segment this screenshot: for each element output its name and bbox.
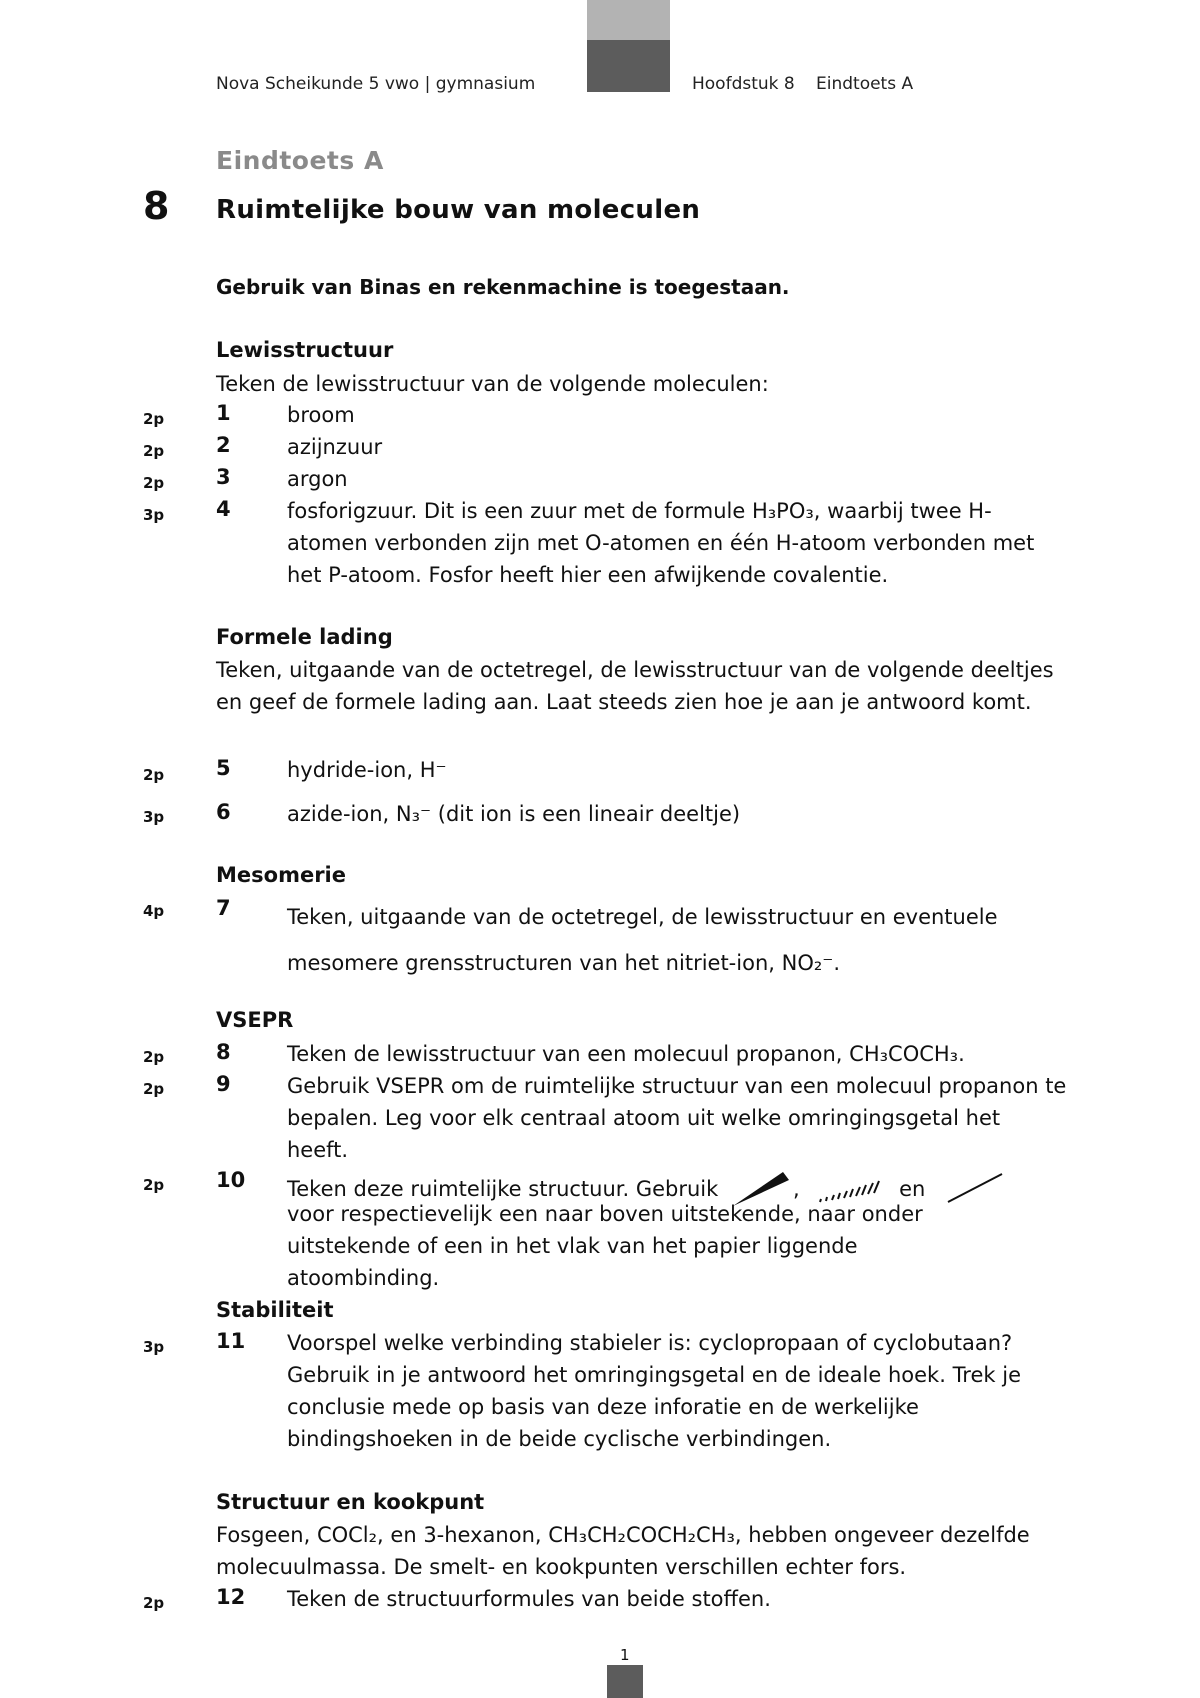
section-intro-lewis: Teken de lewisstructuur van de volgende moleculen: xyxy=(216,372,769,396)
question-text: Voorspel welke verbinding stabieler is: cyclopropaan of cyclobutaan? Gebruik in je antwoord het omringingsgetal en de ideale hoek. Trek je conclusie mede op basis van deze inforatie en de werkelijke bindingshoeken in de beide cyclische verbindingen. xyxy=(287,1331,1021,1451)
section-heading-lewis: Lewisstructuur xyxy=(216,338,394,362)
section-heading-stabiliteit: Stabiliteit xyxy=(216,1298,334,1322)
question-points: 2p xyxy=(143,474,165,492)
question-number: 10 xyxy=(216,1168,246,1192)
footer-tab xyxy=(607,1665,643,1698)
question-text: Teken, uitgaande van de octetregel, de lewisstructuur en eventuele mesomere grensstructuren van het nitriet-ion, NO₂⁻. xyxy=(287,905,998,975)
section-heading-mesomerie: Mesomerie xyxy=(216,863,346,887)
question-text: fosforigzuur. Dit is een zuur met de formule H₃PO₃, waarbij twee H-atomen verbonden zijn met O-atomen en één H-atoom verbonden met het P-atoom. Fosfor heeft hier een afwijkende covalentie. xyxy=(287,499,1035,587)
question-points: 2p xyxy=(143,1080,165,1098)
instructions-note: Gebruik van Binas en rekenmachine is toegestaan. xyxy=(216,275,790,299)
section-intro-kookpunt: Fosgeen, COCl₂, en 3-hexanon, CH₃CH₂COCH₂CH₃, hebben ongeveer dezelfde molecuulmassa. De smelt- en kookpunten verschillen echter fors. xyxy=(216,1523,1030,1579)
question-number: 3 xyxy=(216,465,231,489)
question-points: 3p xyxy=(143,506,165,524)
header-test-name: Eindtoets A xyxy=(816,74,914,94)
question-number: 4 xyxy=(216,497,231,521)
question-number: 2 xyxy=(216,433,231,457)
header-book-title: Nova Scheikunde 5 vwo | gymnasium xyxy=(216,74,536,94)
section-heading-kookpunt: Structuur en kookpunt xyxy=(216,1490,485,1514)
question-text: argon xyxy=(287,467,348,491)
question-points: 2p xyxy=(143,442,165,460)
question-number: 6 xyxy=(216,800,231,824)
question-number: 5 xyxy=(216,756,231,780)
question-number: 7 xyxy=(216,896,231,920)
question-points: 2p xyxy=(143,1176,165,1194)
question-number: 8 xyxy=(216,1040,231,1064)
question-text: Gebruik VSEPR om de ruimtelijke structuur van een molecuul propanon te bepalen. Leg voor elk centraal atoom uit welke omringingsgetal het heeft. xyxy=(287,1074,1067,1162)
header-chapter: Hoofdstuk 8 xyxy=(692,74,795,94)
question-points: 2p xyxy=(143,410,165,428)
question-points: 3p xyxy=(143,808,165,826)
section-heading-formele: Formele lading xyxy=(216,625,393,649)
question-points: 2p xyxy=(143,766,165,784)
question-text: azijnzuur xyxy=(287,435,383,459)
question-points: 4p xyxy=(143,902,165,920)
section-heading-vsepr: VSEPR xyxy=(216,1008,294,1032)
question-text: azide-ion, N₃⁻ (dit ion is een lineair deeltje) xyxy=(287,802,741,826)
question-text: Teken de structuurformules van beide stoffen. xyxy=(287,1587,771,1611)
bond-separator: , xyxy=(793,1177,800,1201)
question-number: 12 xyxy=(216,1585,246,1609)
question-number: 1 xyxy=(216,401,231,425)
chapter-number: 8 xyxy=(143,184,170,228)
question-text: Teken deze ruimtelijke structuur. Gebruik xyxy=(287,1177,719,1201)
header-tab-light xyxy=(587,0,670,40)
question-text-continued: voor respectievelijk een naar boven uitstekende, naar onder uitstekende of een in het vlak van het papier liggende atoombinding. xyxy=(287,1202,923,1290)
question-text: hydride-ion, H⁻ xyxy=(287,758,447,782)
question-points: 2p xyxy=(143,1048,165,1066)
header-tab-dark xyxy=(587,40,670,92)
bond-conjunction: en xyxy=(899,1177,926,1201)
section-intro-formele: Teken, uitgaande van de octetregel, de lewisstructuur van de volgende deeltjes en geef de formele lading aan. Laat steeds zien hoe je aan je antwoord komt. xyxy=(216,658,1054,714)
page-number: 1 xyxy=(620,1646,630,1664)
page-title: Ruimtelijke bouw van moleculen xyxy=(216,195,701,225)
question-text: broom xyxy=(287,403,355,427)
page-eyebrow: Eindtoets A xyxy=(216,146,384,175)
question-number: 9 xyxy=(216,1072,231,1096)
question-text: Teken de lewisstructuur van een molecuul propanon, CH₃COCH₃. xyxy=(287,1042,965,1066)
question-points: 2p xyxy=(143,1594,165,1612)
question-number: 11 xyxy=(216,1329,246,1353)
question-points: 3p xyxy=(143,1338,165,1356)
